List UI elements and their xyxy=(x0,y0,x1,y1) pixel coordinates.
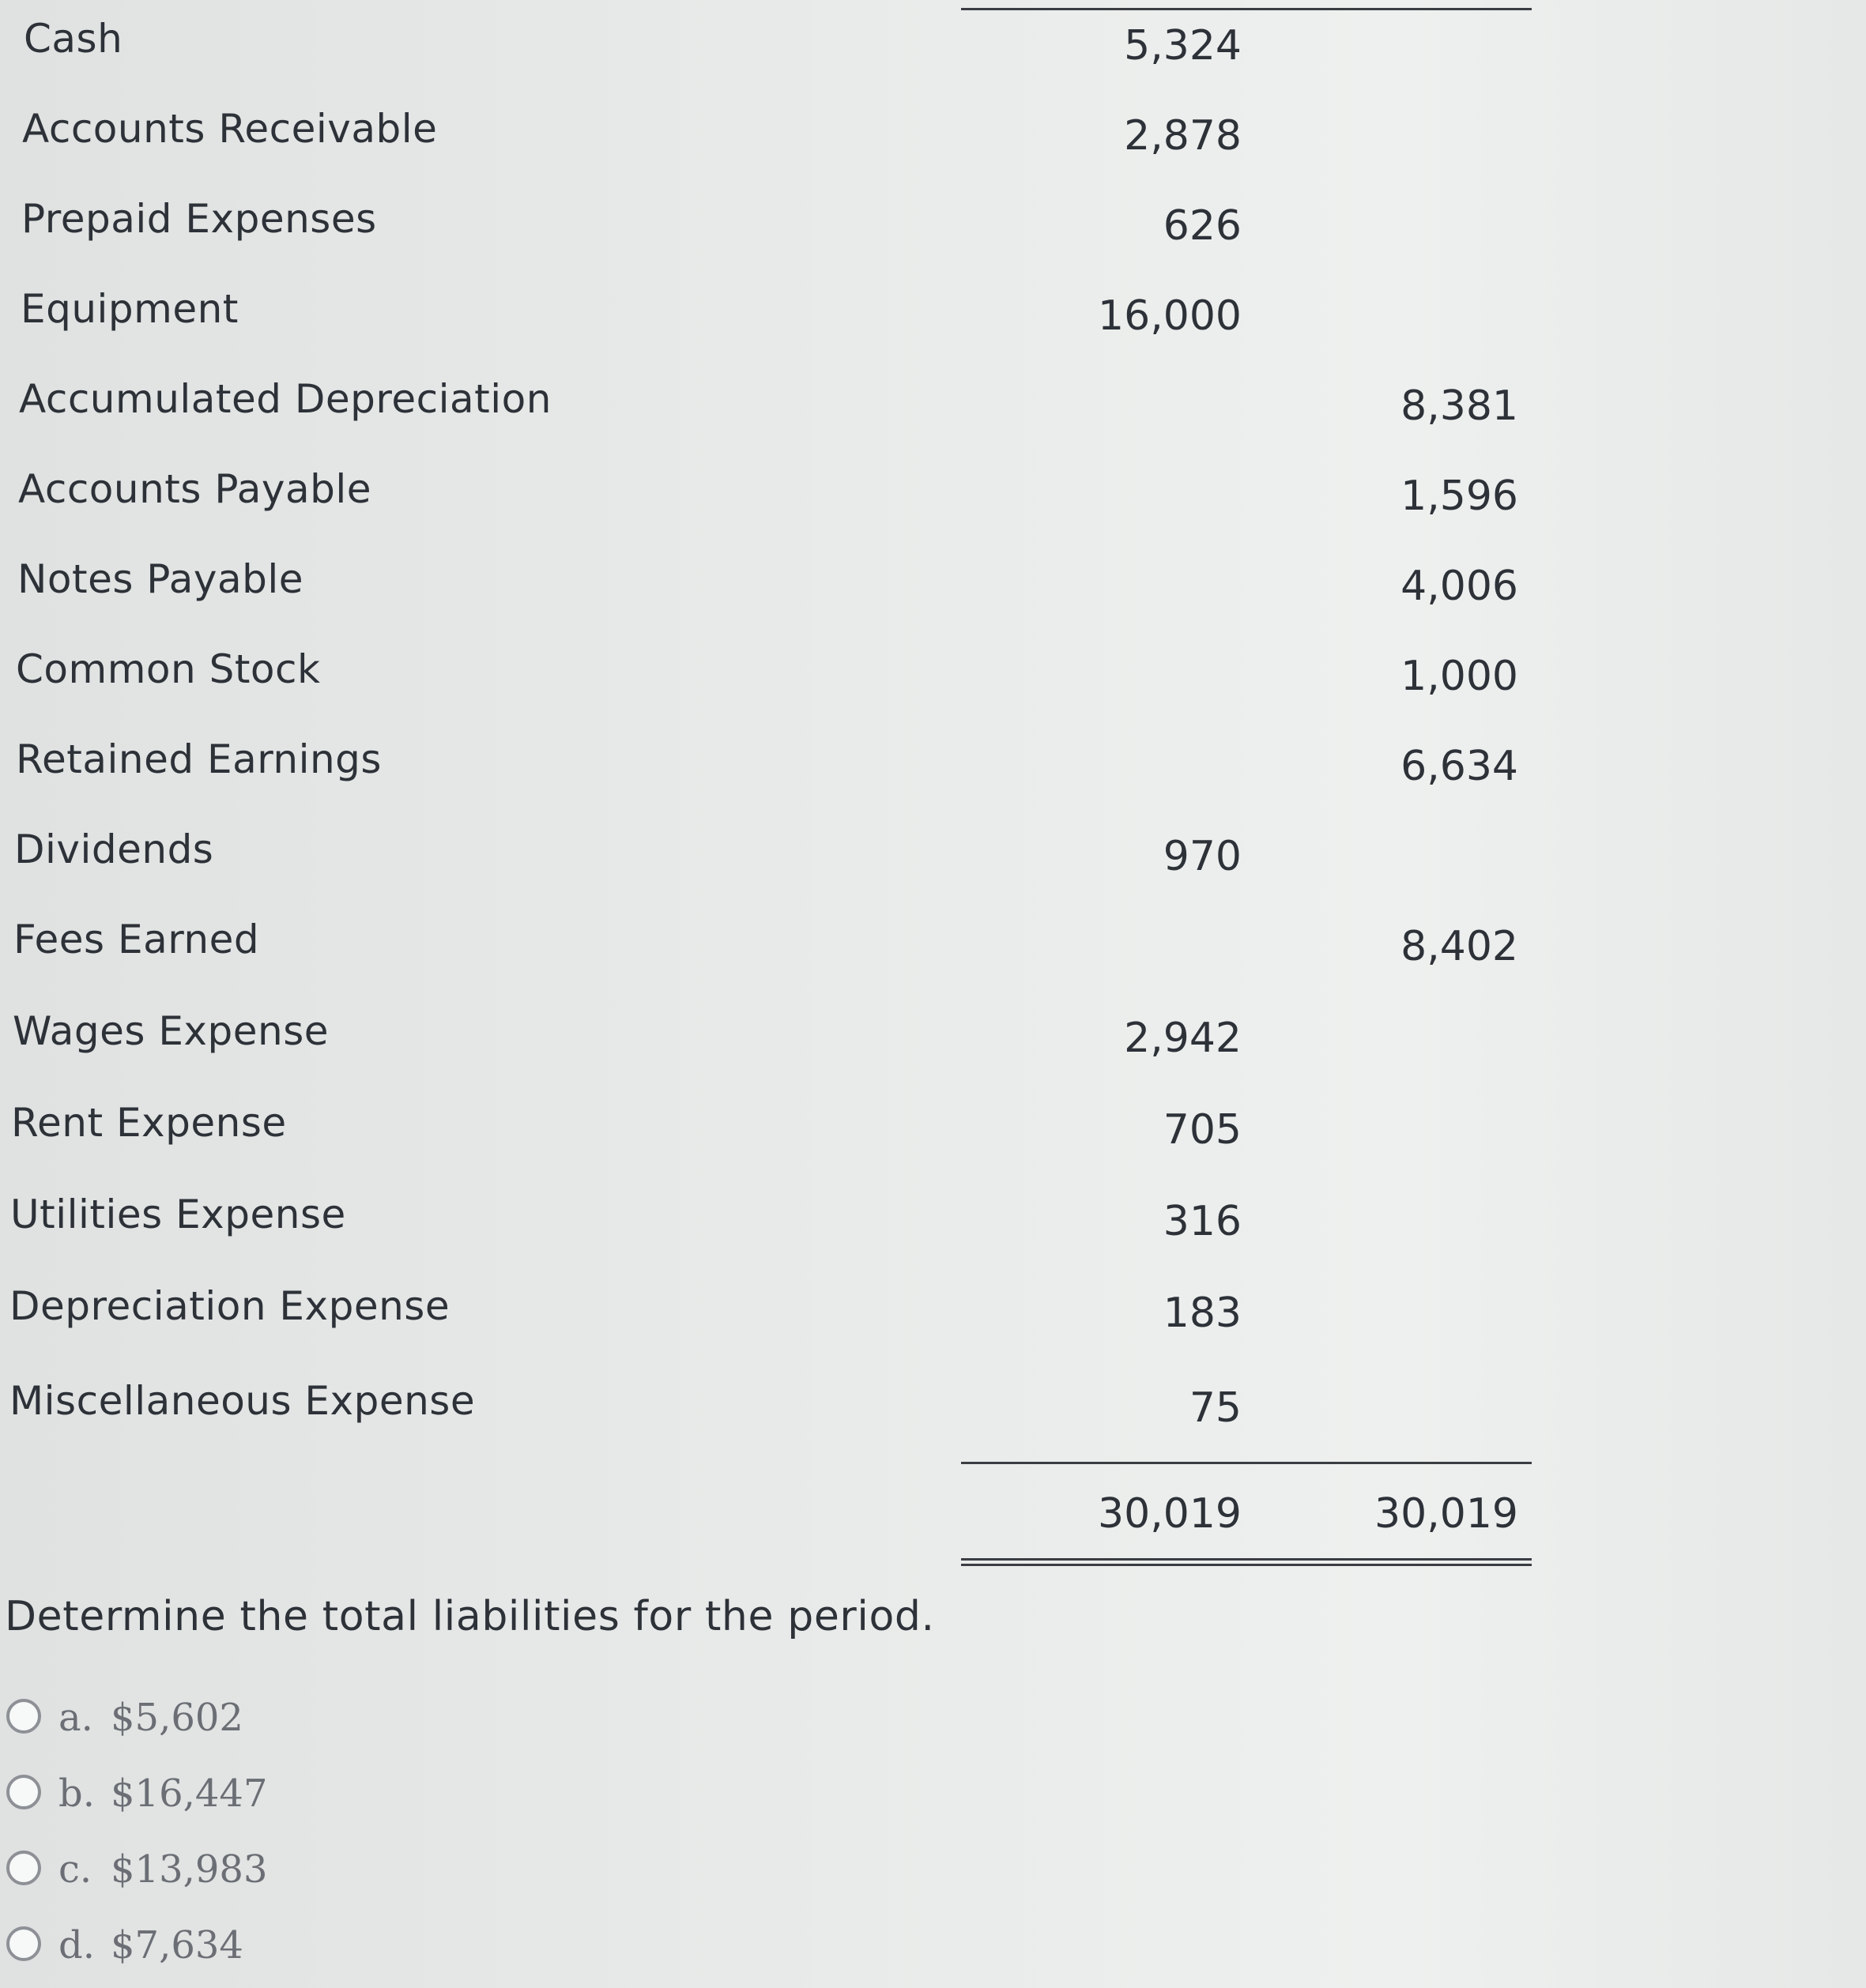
table-row xyxy=(0,270,1866,349)
question-text: Determine the total liabilities for the period. xyxy=(5,1593,935,1640)
radio-button[interactable] xyxy=(6,1851,41,1885)
option-value: $5,602 xyxy=(111,1696,243,1740)
account-name: Retained Earnings xyxy=(16,736,382,782)
account-name: Accumulated Depreciation xyxy=(19,376,552,422)
debit-value: 16,000 xyxy=(1098,292,1242,340)
credit-value: 8,381 xyxy=(1400,382,1518,430)
table-row xyxy=(0,450,1866,529)
account-name: Miscellaneous Expense xyxy=(9,1378,476,1424)
option-letter: a. xyxy=(58,1696,93,1740)
option-c[interactable] xyxy=(0,1843,474,1898)
table-row xyxy=(0,540,1866,619)
table-row xyxy=(0,90,1866,169)
credit-value: 8,402 xyxy=(1400,923,1518,970)
table-row xyxy=(0,631,1866,710)
radio-button[interactable] xyxy=(6,1699,41,1734)
debit-value: 5,324 xyxy=(1124,22,1242,70)
option-d[interactable] xyxy=(0,1918,474,1974)
table-row xyxy=(0,721,1866,800)
account-name: Utilities Expense xyxy=(10,1192,346,1237)
table-row xyxy=(0,0,1866,79)
debit-value: 75 xyxy=(1189,1384,1242,1432)
debit-value: 183 xyxy=(1163,1290,1242,1337)
table-row xyxy=(0,1267,1866,1346)
radio-button[interactable] xyxy=(6,1775,41,1809)
account-name: Fees Earned xyxy=(13,917,260,962)
table-row xyxy=(0,1176,1866,1255)
table-row xyxy=(0,360,1866,439)
option-value: $7,634 xyxy=(111,1923,243,1967)
account-name: Equipment xyxy=(21,286,239,332)
option-value: $13,983 xyxy=(111,1847,268,1892)
option-letter: c. xyxy=(58,1847,92,1892)
option-value: $16,447 xyxy=(111,1772,268,1816)
account-name: Accounts Payable xyxy=(18,466,371,512)
option-a[interactable] xyxy=(0,1691,474,1746)
credit-value: 1,596 xyxy=(1400,473,1518,520)
account-name: Dividends xyxy=(14,826,214,872)
option-letter: d. xyxy=(58,1923,95,1967)
option-letter: b. xyxy=(58,1772,95,1816)
debit-value: 970 xyxy=(1163,833,1242,880)
account-name: Wages Expense xyxy=(13,1008,330,1054)
total-debit: 30,019 xyxy=(1098,1490,1242,1538)
total-rule xyxy=(961,1462,1532,1464)
table-row xyxy=(0,1084,1866,1163)
table-row xyxy=(0,901,1866,980)
account-name: Prepaid Expenses xyxy=(21,196,377,242)
account-name: Cash xyxy=(24,16,123,62)
total-credit: 30,019 xyxy=(1374,1490,1518,1538)
table-row xyxy=(0,1362,1866,1441)
credit-value: 1,000 xyxy=(1400,653,1518,700)
table-row xyxy=(0,180,1866,259)
debit-value: 316 xyxy=(1163,1198,1242,1245)
debit-value: 626 xyxy=(1163,202,1242,250)
table-row xyxy=(0,811,1866,890)
account-name: Accounts Receivable xyxy=(22,106,438,152)
total-double-rule xyxy=(961,1558,1532,1566)
totals-row xyxy=(0,1490,1866,1569)
credit-value: 4,006 xyxy=(1400,563,1518,610)
account-name: Notes Payable xyxy=(17,556,303,602)
account-name: Rent Expense xyxy=(11,1100,287,1146)
debit-value: 2,878 xyxy=(1124,112,1242,160)
credit-value: 6,634 xyxy=(1400,743,1518,790)
radio-button[interactable] xyxy=(6,1926,41,1961)
option-b[interactable] xyxy=(0,1767,474,1822)
debit-value: 705 xyxy=(1163,1106,1242,1154)
account-name: Depreciation Expense xyxy=(9,1283,450,1329)
debit-value: 2,942 xyxy=(1124,1015,1242,1062)
table-row xyxy=(0,992,1866,1071)
account-name: Common Stock xyxy=(16,646,321,692)
